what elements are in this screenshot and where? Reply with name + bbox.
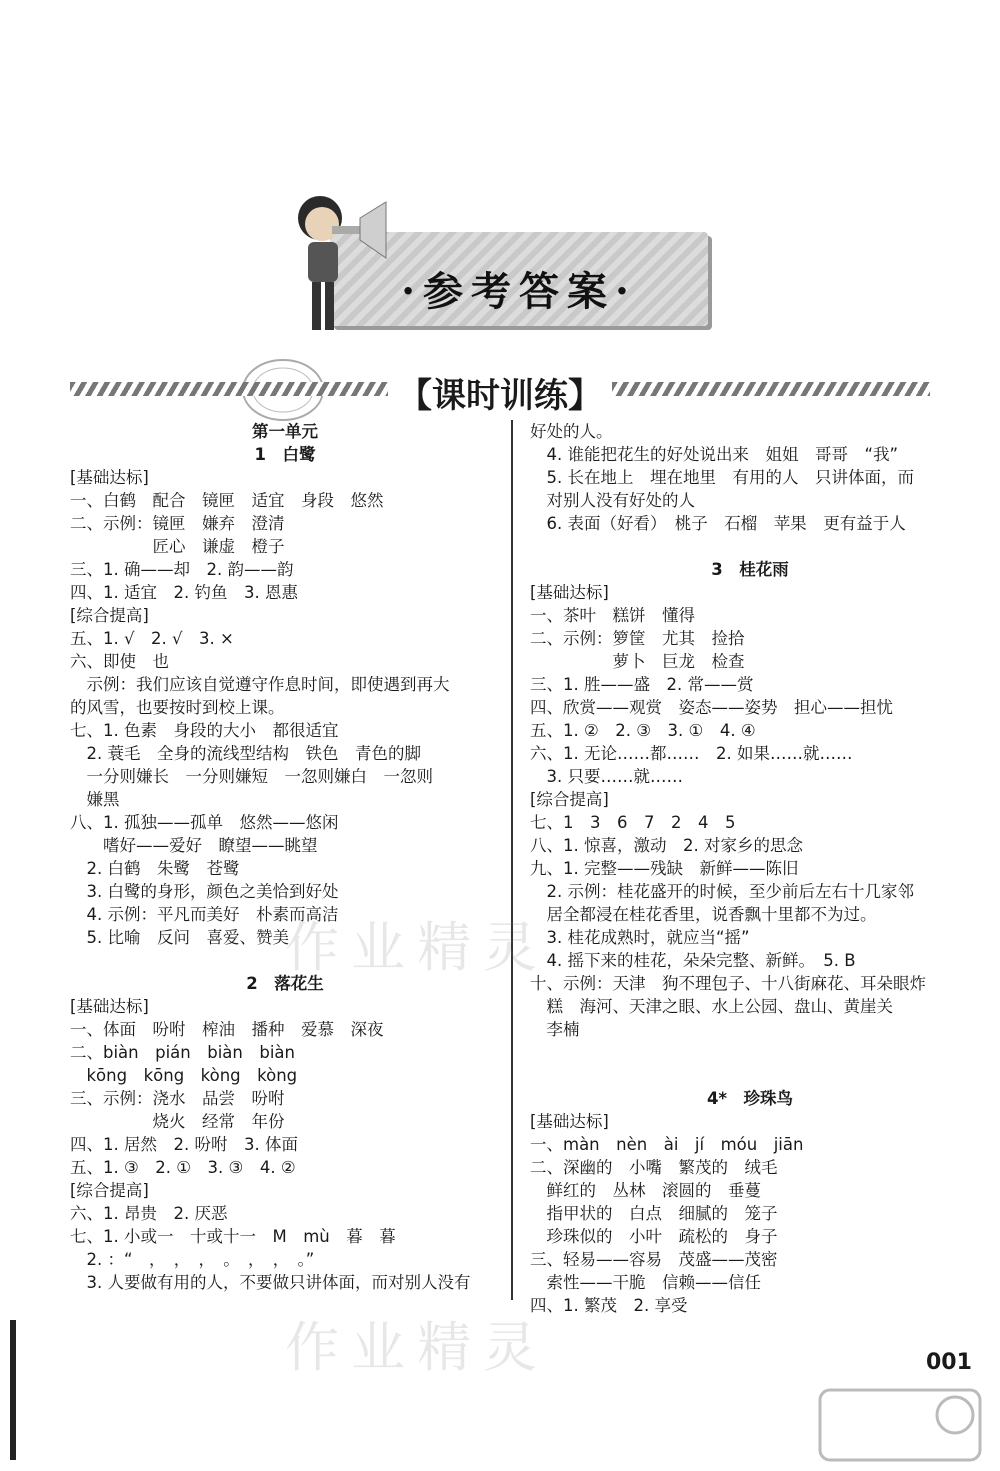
answer-line: 嗜好——爱好 瞭望——眺望 bbox=[70, 836, 318, 855]
answer-line: 七、1. 小或一 十或十一 M mù 暮 暮 bbox=[70, 1227, 396, 1246]
answer-line: 2. ：“ ， ， ， 。 ， ， 。” bbox=[70, 1250, 315, 1269]
answer-line: 2. 蓑毛 全身的流线型结构 铁色 青色的脚 bbox=[70, 744, 421, 763]
answer-line: 六、即使 也 bbox=[70, 652, 169, 671]
answer-line: 3. 白鹭的身形，颜色之美恰到好处 bbox=[70, 882, 339, 901]
answer-line: 四、欣赏——观赏 姿态——姿势 担心——担忧 bbox=[530, 698, 893, 717]
answer-line: 五、1. √ 2. √ 3. × bbox=[70, 629, 234, 648]
answer-line: 一、màn nèn ài jí móu jiān bbox=[530, 1135, 804, 1154]
answer-line: 好处的人。 bbox=[530, 422, 613, 441]
answer-line: 5. 比喻 反问 喜爱、赞美 bbox=[70, 928, 289, 947]
answer-line: [基础达标] bbox=[70, 468, 149, 487]
watermark-top: 作业精灵 bbox=[285, 916, 549, 979]
page-edge-shadow bbox=[10, 1320, 16, 1460]
answer-line: 萝卜 巨龙 检查 bbox=[530, 652, 745, 671]
answer-line: 四、1. 适宜 2. 钓鱼 3. 恩惠 bbox=[70, 583, 298, 602]
answer-line: 四、1. 居然 2. 吩咐 3. 体面 bbox=[70, 1135, 298, 1154]
answer-line: 5. 长在地上 埋在地里 有用的人 只讲体面，而 bbox=[530, 468, 914, 487]
answer-line: [基础达标] bbox=[530, 583, 609, 602]
answer-line: 九、1. 完整——残缺 新鲜——陈旧 bbox=[530, 859, 799, 878]
answer-line: 七、1 3 6 7 2 4 5 bbox=[530, 813, 736, 832]
answer-line: 的风雪，也要按时到校上课。 bbox=[70, 698, 285, 717]
answer-line: [综合提高] bbox=[70, 1181, 149, 1200]
answer-line: 二、示例：箩筐 尤其 捡拾 bbox=[530, 629, 745, 648]
answer-line: 二、深幽的 小嘴 繁茂的 绒毛 bbox=[530, 1158, 778, 1177]
lesson-heading: 2 落花生 bbox=[246, 974, 324, 993]
answer-line: 珍珠似的 小叶 疏松的 身子 bbox=[530, 1227, 778, 1246]
header-stripe-right bbox=[612, 382, 930, 396]
answer-line: 李楠 bbox=[530, 1020, 580, 1039]
answer-line: 一、白鹤 配合 镜匣 适宜 身段 悠然 bbox=[70, 491, 384, 510]
answer-line: 4. 摇下来的桂花，朵朵完整、新鲜。 5. B bbox=[530, 951, 856, 970]
answer-line: 三、示例：浇水 品尝 吩咐 bbox=[70, 1089, 285, 1108]
watermark-bottom: 作业精灵 bbox=[285, 1316, 549, 1379]
answer-line: 对别人没有好处的人 bbox=[530, 491, 695, 510]
answer-line: 4. 谁能把花生的好处说出来 姐姐 哥哥 “我” bbox=[530, 445, 899, 464]
answer-line: 烧火 经常 年份 bbox=[70, 1112, 285, 1131]
answer-line bbox=[530, 535, 970, 558]
banner-title: ·参考答案· bbox=[401, 268, 637, 315]
answer-line: [综合提高] bbox=[530, 790, 609, 809]
answer-line: 一、茶叶 糕饼 懂得 bbox=[530, 606, 695, 625]
answer-line: 四、1. 繁茂 2. 享受 bbox=[530, 1296, 688, 1315]
answer-line: 五、1. ③ 2. ① 3. ③ 4. ② bbox=[70, 1158, 296, 1177]
lesson-heading: 1 白鹭 bbox=[254, 445, 316, 464]
answer-line: 七、1. 色素 身段的大小 都很适宜 bbox=[70, 721, 339, 740]
answer-line: 指甲状的 白点 细腻的 笼子 bbox=[530, 1204, 778, 1223]
boy-with-trumpet-illustration bbox=[282, 178, 392, 338]
answer-line: 鲜红的 丛林 滚圆的 垂蔓 bbox=[530, 1181, 761, 1200]
answer-line: 三、1. 确——却 2. 韵——韵 bbox=[70, 560, 294, 579]
answer-line: [综合提高] bbox=[70, 606, 149, 625]
answer-line: 3. 人要做有用的人，不要做只讲体面，而对别人没有 bbox=[70, 1273, 471, 1292]
answer-line: 一分则嫌长 一分则嫌短 一忽则嫌白 一忽则 bbox=[70, 767, 433, 786]
answer-line: 嫌黑 bbox=[70, 790, 120, 809]
answer-line: 六、1. 昂贵 2. 厌恶 bbox=[70, 1204, 228, 1223]
lesson-heading: 第一单元 bbox=[252, 422, 318, 441]
answer-line: kōng kōng kòng kòng bbox=[70, 1066, 298, 1085]
answer-line: 二、示例：镜匣 嫌弃 澄清 bbox=[70, 514, 285, 533]
answer-line: 3. 桂花成熟时，就应当“摇” bbox=[530, 928, 750, 947]
answer-line: 八、1. 孤独——孤单 悠然——悠闲 bbox=[70, 813, 339, 832]
answer-line: [基础达标] bbox=[70, 997, 149, 1016]
right-answer-column bbox=[530, 420, 970, 1317]
answer-line: 六、1. 无论……都…… 2. 如果……就…… bbox=[530, 744, 853, 763]
answer-line: 匠心 谦虚 橙子 bbox=[70, 537, 285, 556]
answer-line: 三、1. 胜——盛 2. 常——赏 bbox=[530, 675, 754, 694]
header-stripe-left bbox=[70, 382, 388, 396]
answer-line: 八、1. 惊喜，激动 2. 对家乡的思念 bbox=[530, 836, 803, 855]
answer-line: 居全都浸在桂花香里，说香飘十里都不为过。 bbox=[530, 905, 877, 924]
answer-line: 三、轻易——容易 茂盛——茂密 bbox=[530, 1250, 778, 1269]
answer-line: 十、示例：天津 狗不理包子、十八街麻花、耳朵眼炸 bbox=[530, 974, 926, 993]
answer-line: 二、biàn pián biàn biàn bbox=[70, 1043, 296, 1062]
lesson-heading: 3 桂花雨 bbox=[711, 560, 789, 579]
left-answer-column bbox=[70, 420, 500, 1294]
answer-line: 2. 示例：桂花盛开的时候，至少前后左右十几家邻 bbox=[530, 882, 914, 901]
answer-line: 糕 海河、天津之眼、水上公园、盘山、黄崖关 bbox=[530, 997, 893, 1016]
answer-line bbox=[530, 1064, 970, 1087]
answer-line: 3. 只要……就…… bbox=[530, 767, 683, 786]
answer-line: [基础达标] bbox=[530, 1112, 609, 1131]
answer-line: 索性——干脆 信赖——信任 bbox=[530, 1273, 761, 1292]
answer-line: 示例：我们应该自觉遵守作息时间，即使遇到再大 bbox=[70, 675, 450, 694]
answer-line: 6. 表面（好看） 桃子 石榴 苹果 更有益于人 bbox=[530, 514, 906, 533]
answer-line: 五、1. ② 2. ③ 3. ① 4. ④ bbox=[530, 721, 756, 740]
section-title: 【课时训练】 bbox=[398, 376, 602, 416]
answer-line: 2. 白鹤 朱鹭 苍鹭 bbox=[70, 859, 240, 878]
corner-logo bbox=[815, 1385, 985, 1465]
page-number: 001 bbox=[926, 1350, 972, 1375]
column-divider bbox=[511, 420, 513, 1300]
answer-line: 一、体面 吩咐 榨油 播种 爱慕 深夜 bbox=[70, 1020, 384, 1039]
answer-line bbox=[530, 1041, 970, 1064]
lesson-heading: 4* 珍珠鸟 bbox=[706, 1089, 794, 1108]
answer-line: 4. 示例：平凡而美好 朴素而高洁 bbox=[70, 905, 339, 924]
